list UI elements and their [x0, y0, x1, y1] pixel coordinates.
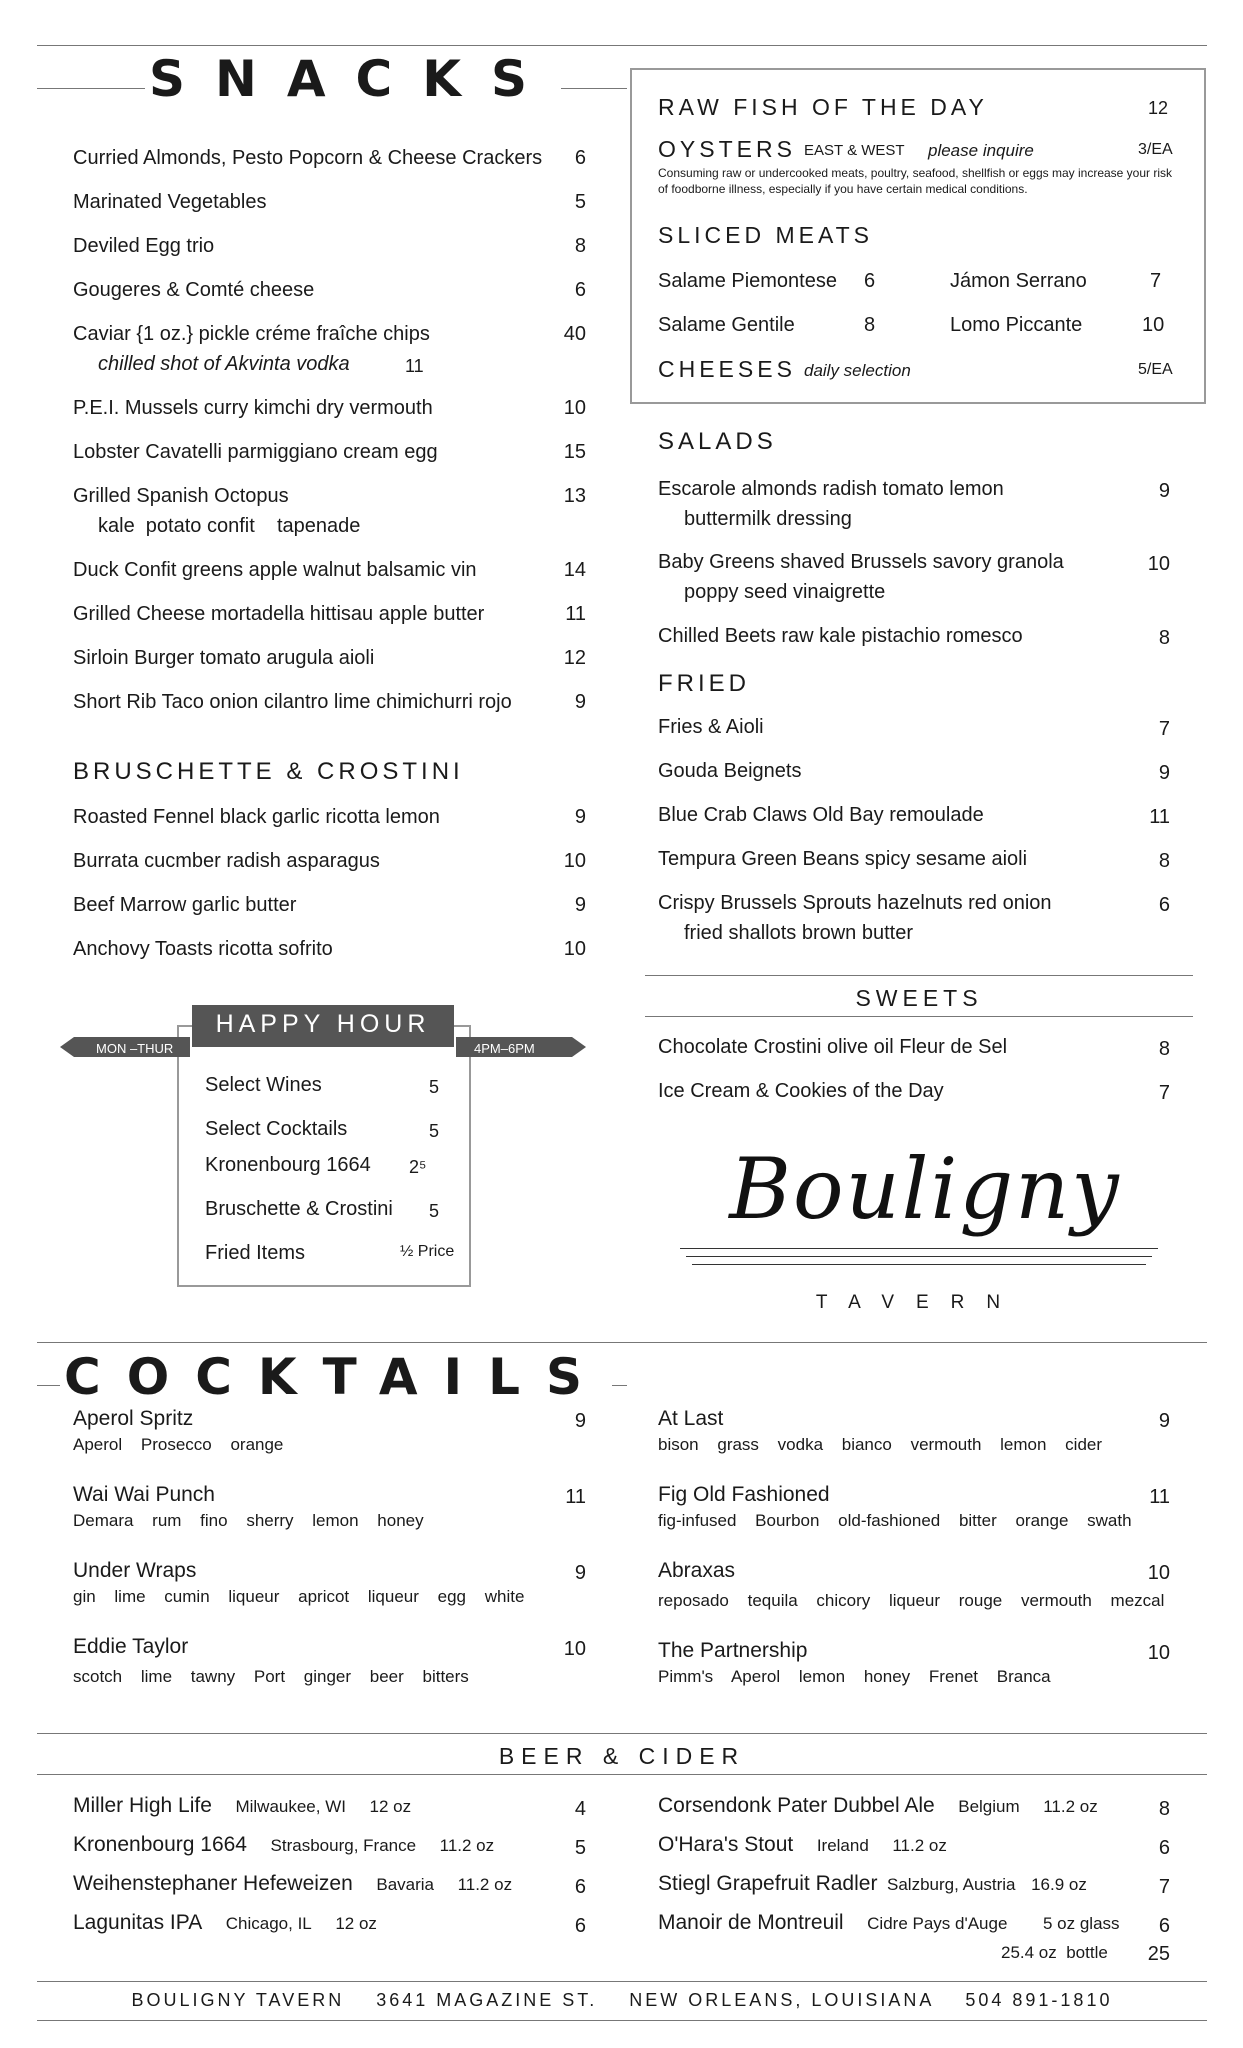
item-price: 8	[1158, 1038, 1170, 1060]
item-price: 12	[563, 647, 586, 669]
item-name: P.E.I. Mussels curry kimchi dry vermouth	[73, 397, 433, 419]
list-item	[73, 1794, 411, 1819]
item-price: 11	[1149, 806, 1170, 828]
item-name: Bruschette & Crostini	[205, 1198, 393, 1220]
snacks-title-text: SNACKS	[145, 50, 561, 108]
beer-origin: Chicago, IL	[225, 1914, 312, 1933]
list-item	[658, 1833, 947, 1858]
beer-size: 11.2 oz	[457, 1875, 513, 1894]
item-price: 9	[1158, 480, 1170, 502]
item-sub: buttermilk dressing	[684, 508, 852, 530]
bruschette-title: BRUSCHETTE & CROSTINI	[73, 758, 464, 785]
cocktail-price: 10	[1147, 1562, 1170, 1584]
beer-name: O'Hara's Stout	[658, 1833, 794, 1856]
item-price: 40	[563, 323, 586, 345]
list-item	[205, 1197, 393, 1221]
list-item	[73, 234, 214, 258]
beer-price: 6	[1158, 1915, 1170, 1937]
item-price: 9	[574, 894, 586, 916]
beer-price: 4	[574, 1798, 586, 1820]
cheeses-title: CHEESES	[658, 356, 796, 382]
item-name: Select Cocktails	[205, 1118, 348, 1140]
footer-bottom-rule	[37, 2020, 1207, 2021]
list-item	[205, 1153, 371, 1177]
item-name: Caviar {1 oz.} pickle créme fraîche chips	[73, 323, 430, 345]
beer-top-rule	[37, 1733, 1207, 1734]
cocktail-name: Under Wraps	[73, 1559, 197, 1582]
list-item	[658, 847, 1027, 871]
list-item	[658, 477, 1004, 501]
meat-price: 7	[1150, 270, 1162, 292]
item-name: Gougeres & Comté cheese	[73, 279, 315, 301]
beer-title: BEER & CIDER	[498, 1743, 746, 1769]
item-price: 5	[428, 1077, 439, 1097]
list-item	[73, 893, 296, 917]
cocktail-price: 10	[1147, 1642, 1170, 1664]
list-item	[658, 1079, 944, 1103]
list-item	[658, 624, 1023, 648]
list-item	[73, 1833, 494, 1858]
item-name: Grilled Spanish Octopus	[73, 485, 289, 507]
beer-size: 12 oz	[335, 1914, 377, 1933]
cheeses-price: 5/EA	[1138, 361, 1173, 378]
cocktail-price: 9	[574, 1410, 586, 1432]
list-item	[73, 396, 433, 420]
item-price: 14	[563, 559, 586, 581]
list-item	[658, 803, 984, 827]
snacks-title	[145, 50, 561, 108]
item-price: 10	[1147, 553, 1170, 575]
beer-size: 16.9 oz	[1031, 1875, 1087, 1894]
meat-item: Salame Gentile	[658, 314, 795, 336]
logo-line	[692, 1264, 1146, 1265]
item-name: Chilled Beets raw kale pistachio romesco	[658, 625, 1023, 647]
beer-size: 11.2 oz	[892, 1836, 947, 1855]
item-price: 10	[563, 397, 586, 419]
meat-item: Salame Piemontese	[658, 270, 837, 292]
cocktail-ingredients: fig-infused Bourbon old-fashioned bitter orange swath	[658, 1511, 1132, 1530]
list-item	[658, 1794, 1098, 1819]
list-item	[658, 759, 801, 783]
food-safety-warning: Consuming raw or undercooked meats, poultry, seafood, shellfish or eggs may increase your risk of foodborne illness, especially if you have certain medical conditions.	[658, 166, 1173, 196]
cocktail-ingredients: Demara rum fino sherry lemon honey	[73, 1511, 424, 1530]
cheeses-note: daily selection	[804, 361, 911, 380]
item-name: Fried Items	[205, 1242, 306, 1264]
item-price: 9	[574, 806, 586, 828]
item-price: 6	[1158, 894, 1170, 916]
beer-bottom-rule	[37, 1774, 1207, 1775]
happy-hour-days: MON –THUR	[96, 1041, 174, 1056]
beer-size: 11.2 oz	[1043, 1797, 1098, 1816]
item-name: Sirloin Burger tomato arugula aioli	[73, 647, 375, 669]
list-item	[73, 440, 438, 464]
oysters-note: please inquire	[928, 141, 1034, 160]
item-name: Escarole almonds radish tomato lemon	[658, 478, 1004, 500]
item-sub: kale potato confit tapenade	[98, 515, 361, 537]
item-name: Baby Greens shaved Brussels savory granola	[658, 551, 1064, 573]
item-price: 8	[574, 235, 586, 257]
list-item	[73, 146, 542, 170]
item-price: ½ Price	[400, 1243, 455, 1260]
footer-top-rule	[37, 1981, 1207, 1982]
item-price: 15	[563, 441, 586, 463]
oysters-origin: EAST & WEST	[804, 142, 905, 159]
list-item	[658, 715, 764, 739]
beer-name: Manoir de Montreuil	[658, 1911, 844, 1934]
beer-origin: Milwaukee, WI	[235, 1797, 346, 1816]
item-price: 9	[1158, 762, 1170, 784]
list-item	[205, 1241, 305, 1265]
beer-origin: Cidre Pays d'Auge	[867, 1914, 1008, 1933]
cocktail-ingredients: Aperol Prosecco orange	[73, 1435, 284, 1454]
item-price: 5	[428, 1121, 439, 1141]
list-item	[658, 1035, 1007, 1059]
beer-price: 6	[574, 1915, 586, 1937]
list-item	[658, 1872, 1087, 1897]
footer-address: BOULIGNY TAVERN 3641 MAGAZINE ST. NEW ORLEANS, LOUISIANA 504 891-1810	[131, 1990, 1113, 2010]
cocktail-ingredients: gin lime cumin liqueur apricot liqueur egg white	[73, 1587, 525, 1606]
beer-price: 6	[1158, 1837, 1170, 1859]
item-name: Blue Crab Claws Old Bay remoulade	[658, 804, 984, 826]
item-name: Gouda Beignets	[658, 760, 802, 782]
cocktail-price: 9	[574, 1562, 586, 1584]
beer-origin: Strasbourg, France	[270, 1836, 417, 1855]
list-item	[73, 690, 512, 714]
list-item	[73, 558, 477, 582]
logo-subtitle: TAVERN	[815, 1292, 1023, 1313]
cocktails-top-rule	[37, 1342, 1207, 1343]
list-item	[73, 278, 314, 302]
list-item	[73, 849, 380, 873]
item-price: 9	[574, 691, 586, 713]
item-name: Beef Marrow garlic butter	[73, 894, 297, 916]
sweets-title: SWEETS	[855, 985, 983, 1011]
item-name: Kronenbourg 1664	[205, 1154, 371, 1176]
list-item	[658, 891, 1052, 915]
cocktails-title-text: COCKTAILS	[60, 1348, 612, 1406]
meat-price: 8	[864, 314, 876, 336]
item-sub-price: 11	[405, 356, 424, 376]
beer-origin: Bavaria	[376, 1875, 434, 1894]
beer-bottle-size: 25.4 oz bottle	[1001, 1943, 1108, 1962]
item-price: 2⁵	[409, 1157, 427, 1177]
meat-price: 10	[1142, 314, 1165, 336]
meat-item: Lomo Piccante	[950, 314, 1083, 336]
cocktail-price: 10	[563, 1638, 586, 1660]
cocktail-name: Eddie Taylor	[73, 1635, 189, 1658]
cocktail-price: 11	[565, 1486, 586, 1508]
item-name: Grilled Cheese mortadella hittisau apple butter	[73, 603, 485, 625]
cocktail-name: Abraxas	[658, 1559, 736, 1582]
item-name: Deviled Egg trio	[73, 235, 215, 257]
item-name: Lobster Cavatelli parmiggiano cream egg	[73, 441, 438, 463]
oysters-price: 3/EA	[1138, 141, 1173, 158]
item-sub: fried shallots brown butter	[684, 922, 914, 944]
salads-title: SALADS	[658, 428, 777, 455]
item-price: 8	[1158, 850, 1170, 872]
item-sub: chilled shot of Akvinta vodka	[98, 353, 350, 375]
item-name: Anchovy Toasts ricotta sofrito	[73, 938, 333, 960]
beer-size: 11.2 oz	[439, 1836, 495, 1855]
list-item	[73, 1911, 377, 1936]
item-price: 10	[563, 938, 586, 960]
cocktail-name: Aperol Spritz	[73, 1407, 194, 1430]
beer-name: Weihenstephaner Hefeweizen	[73, 1872, 353, 1895]
item-name: Curried Almonds, Pesto Popcorn & Cheese Crackers	[73, 147, 543, 169]
beer-origin: Ireland	[816, 1836, 869, 1855]
beer-bottle-price: 25	[1147, 1943, 1170, 1965]
item-name: Fries & Aioli	[658, 716, 764, 738]
cocktail-price: 11	[1149, 1486, 1170, 1508]
beer-name: Lagunitas IPA	[73, 1911, 203, 1934]
item-price: 10	[563, 850, 586, 872]
list-item	[205, 1117, 347, 1141]
item-price: 6	[574, 279, 586, 301]
raw-bar-box	[630, 68, 1206, 404]
beer-size: 12 oz	[369, 1797, 412, 1816]
list-item	[205, 1073, 322, 1097]
cocktail-ingredients: reposado tequila chicory liqueur rouge vermouth mezcal	[658, 1591, 1165, 1610]
top-rule	[37, 45, 1207, 46]
logo-line	[686, 1256, 1152, 1257]
item-price: 5	[428, 1201, 439, 1221]
fried-title: FRIED	[658, 670, 750, 697]
item-price: 7	[1158, 1082, 1170, 1104]
beer-origin: Belgium	[958, 1797, 1020, 1816]
item-name: Select Wines	[205, 1074, 322, 1096]
sweets-top-rule	[645, 975, 1193, 976]
beer-price: 6	[574, 1876, 586, 1898]
happy-hour-hours: 4PM–6PM	[474, 1041, 535, 1056]
beer-name: Stiegl Grapefruit Radler	[658, 1872, 878, 1895]
meat-item: Jámon Serrano	[950, 270, 1087, 292]
list-item	[73, 484, 289, 508]
item-price: 13	[563, 485, 586, 507]
beer-price: 8	[1158, 1798, 1170, 1820]
happy-hour-title: HAPPY HOUR	[215, 1010, 431, 1038]
item-name: Tempura Green Beans spicy sesame aioli	[658, 848, 1028, 870]
raw-fish-title: RAW FISH OF THE DAY	[658, 94, 988, 120]
item-name: Burrata cucmber radish asparagus	[73, 850, 380, 872]
cocktail-name: At Last	[658, 1407, 724, 1430]
list-item	[73, 322, 430, 346]
list-item	[73, 602, 484, 626]
list-item	[658, 1911, 1120, 1936]
logo-script: Bouligny	[729, 1140, 1121, 1238]
beer-origin: Salzburg, Austria	[887, 1875, 1016, 1894]
beer-name: Miller High Life	[73, 1794, 212, 1817]
beer-size: 5 oz glass	[1043, 1914, 1120, 1933]
list-item	[73, 646, 374, 670]
item-name: Chocolate Crostini olive oil Fleur de Sel	[658, 1036, 1008, 1058]
beer-name: Corsendonk Pater Dubbel Ale	[658, 1794, 935, 1817]
item-name: Crispy Brussels Sprouts hazelnuts red onion	[658, 892, 1052, 914]
beer-price: 5	[574, 1837, 586, 1859]
cocktail-ingredients: scotch lime tawny Port ginger beer bitters	[73, 1667, 469, 1686]
item-price: 6	[574, 147, 586, 169]
item-name: Short Rib Taco onion cilantro lime chimichurri rojo	[73, 691, 512, 713]
item-name: Ice Cream & Cookies of the Day	[658, 1080, 944, 1102]
cocktails-title	[60, 1348, 612, 1406]
list-item	[73, 805, 440, 829]
cocktail-ingredients: bison grass vodka bianco vermouth lemon cider	[658, 1435, 1103, 1454]
list-item	[658, 550, 1064, 574]
list-item	[73, 190, 266, 214]
list-item	[73, 1872, 512, 1897]
cocktail-name: The Partnership	[658, 1639, 808, 1662]
cocktail-price: 9	[1158, 1410, 1170, 1432]
list-item	[73, 937, 333, 961]
sliced-meats-title: SLICED MEATS	[658, 222, 873, 248]
oysters-title: OYSTERS	[658, 136, 796, 162]
cocktail-ingredients: Pimm's Aperol lemon honey Frenet Branca	[658, 1667, 1051, 1686]
item-price: 7	[1158, 718, 1170, 740]
meat-price: 6	[864, 270, 876, 292]
logo-line	[680, 1248, 1158, 1249]
item-name: Marinated Vegetables	[73, 191, 267, 213]
raw-fish-price: 12	[1148, 98, 1169, 118]
cocktail-name: Wai Wai Punch	[73, 1483, 215, 1506]
beer-name: Kronenbourg 1664	[73, 1833, 247, 1856]
item-name: Duck Confit greens apple walnut balsamic vin	[73, 559, 477, 581]
sweets-bottom-rule	[645, 1016, 1193, 1017]
item-price: 8	[1158, 627, 1170, 649]
beer-price: 7	[1158, 1876, 1170, 1898]
cocktail-name: Fig Old Fashioned	[658, 1483, 830, 1506]
item-name: Roasted Fennel black garlic ricotta lemon	[73, 806, 440, 828]
item-sub: poppy seed vinaigrette	[684, 581, 886, 603]
item-price: 11	[565, 603, 586, 625]
item-price: 5	[574, 191, 586, 213]
